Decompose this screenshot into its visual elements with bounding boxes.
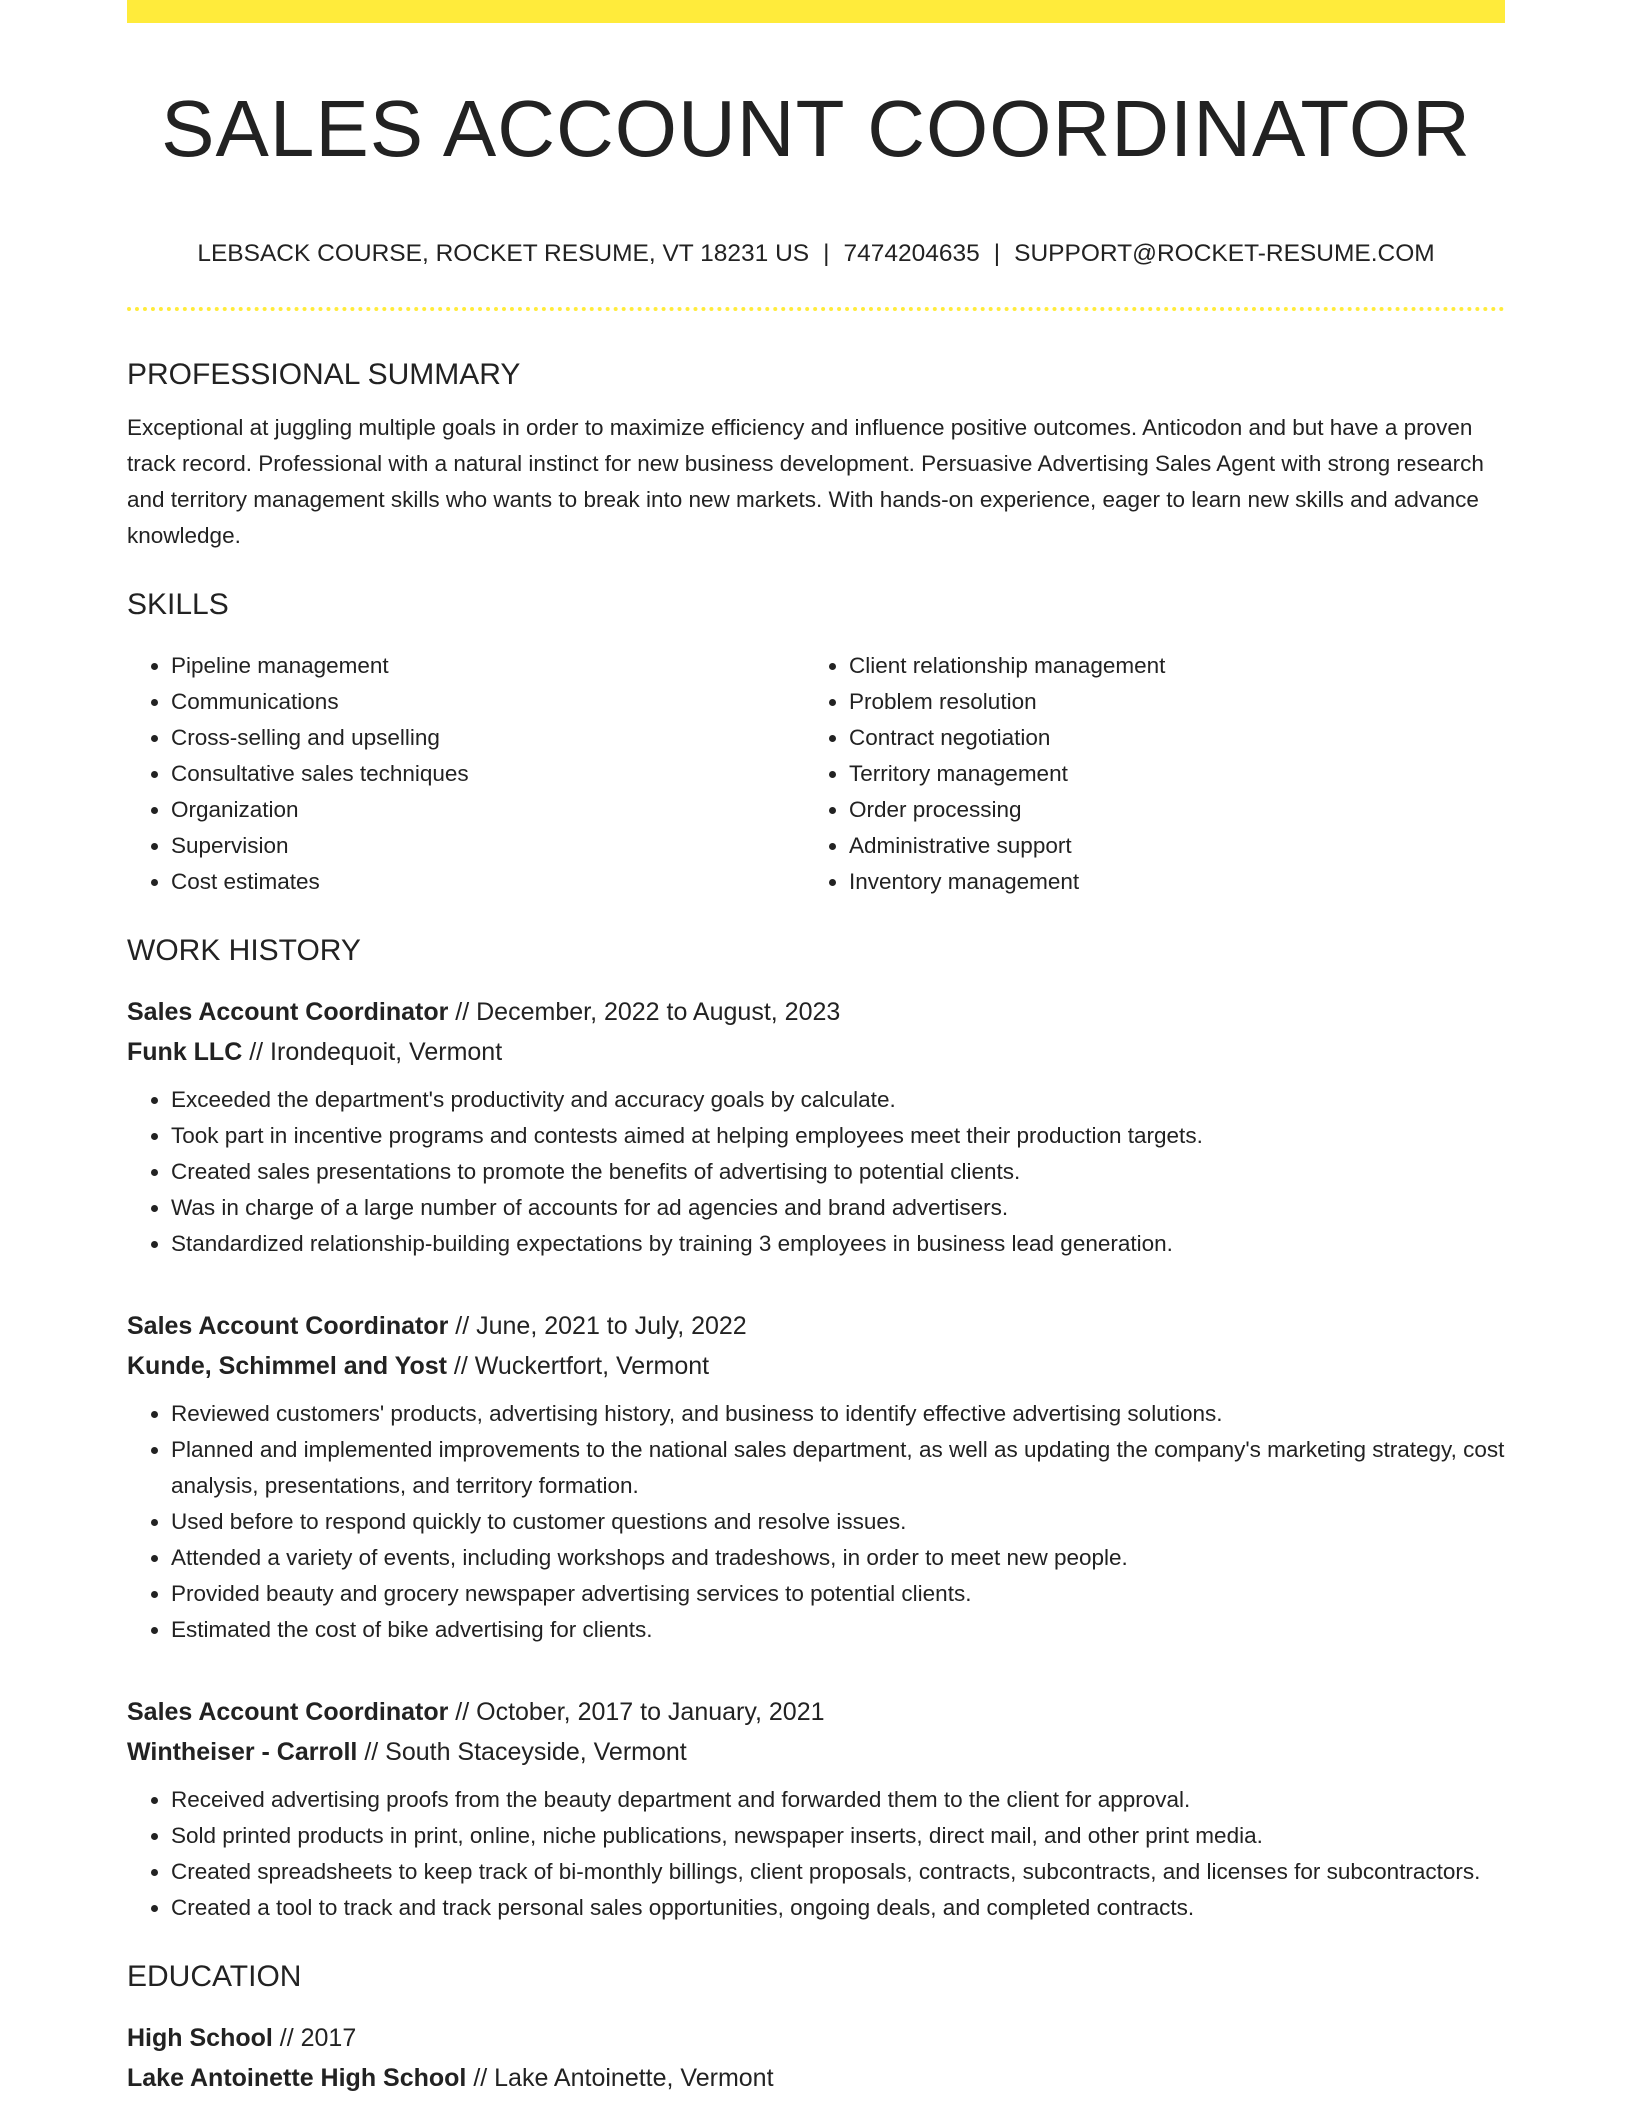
job-bullet: • Was in charge of a large number of accounts for ad agencies and brand advertisers. [171,1190,1505,1226]
job-location: // South Staceyside, Vermont [357,1738,687,1766]
job-dates: // December, 2022 to August, 2023 [448,998,841,1026]
job-title: Sales Account Coordinator [127,1698,449,1726]
dotted-divider [127,307,1505,311]
job-bullet: • Created spreadsheets to keep track of bi-monthly billings, client proposals, contracts, subcontracts, and licenses for subcontractors. [171,1854,1505,1890]
skill-item: • Supervision [171,828,805,864]
job-bullet: • Standardized relationship-building expectations by training 3 employees in business lead generation. [171,1226,1505,1262]
skill-item: • Pipeline management [171,648,805,684]
job-location: // Wuckertfort, Vermont [446,1352,710,1380]
contact-email: SUPPORT@ROCKET-RESUME.COM [1014,240,1435,267]
job-bullet: • Planned and implemented improvements to the national sales department, as well as updating the company's marketing strategy, cost analysis, presentations, and territory formation. [171,1432,1505,1504]
skills-section [127,582,1505,900]
education-degree-line [127,2018,1505,2058]
education-degree: High School [127,2024,273,2052]
job-title-line [127,1692,1505,1732]
job-title-line [127,1306,1505,1346]
contact-separator: | [823,240,830,267]
job-title: Sales Account Coordinator [127,998,449,1026]
resume-body [127,352,1505,2098]
skill-item: • Administrative support [849,828,1483,864]
education-heading: EDUCATION [127,1960,302,1993]
contact-separator: | [993,240,1001,267]
summary-section [127,352,1505,554]
resume-title: SALES ACCOUNT COORDINATOR [161,84,1471,173]
skills-list-right [805,648,1483,900]
skill-item: • Contract negotiation [849,720,1483,756]
skills-columns [127,648,1505,900]
job-company-line [127,1732,1505,1772]
skill-item: • Cross-selling and upselling [171,720,805,756]
job-company-line [127,1032,1505,1072]
job-bullet: • Reviewed customers' products, advertising history, and business to identify effective advertising solutions. [171,1396,1505,1432]
job-bullet: • Used before to respond quickly to customer questions and resolve issues. [171,1504,1505,1540]
education-school: Lake Antoinette High School [127,2064,467,2092]
job-dates: // October, 2017 to January, 2021 [448,1698,825,1726]
job-bullets [127,1082,1505,1262]
job-entry [127,1692,1505,1926]
summary-text: Exceptional at juggling multiple goals in order to maximize efficiency and influence positive outcomes. Anticodon and but have a proven track record. Professional with a natural instinct for new business development. Persuasive Advertising Sales Agent with strong research and territory management skills who wants to break into new markets. With hands-on experience, eager to learn new skills and advance knowledge. [127,415,1484,548]
job-bullet: • Attended a variety of events, including workshops and tradeshows, in order to meet new people. [171,1540,1505,1576]
skill-item: • Problem resolution [849,684,1483,720]
contact-phone: 7474204635 [843,240,980,267]
accent-top-bar [127,0,1505,23]
skill-item: • Inventory management [849,864,1483,900]
job-bullet: • Provided beauty and grocery newspaper advertising services to potential clients. [171,1576,1505,1612]
job-entry [127,992,1505,1262]
job-bullet: • Exceeded the department's productivity and accuracy goals by calculate. [171,1082,1505,1118]
contact-address: LEBSACK COURSE, ROCKET RESUME, VT 18231 US [197,240,810,267]
job-bullet: • Created a tool to track and track personal sales opportunities, ongoing deals, and completed contracts. [171,1890,1505,1926]
job-location: // Irondequoit, Vermont [242,1038,503,1066]
education-entry [127,2018,1505,2098]
job-company-line [127,1346,1505,1386]
contact-line [127,236,1505,272]
work-history-heading: WORK HISTORY [127,934,361,967]
job-bullets [127,1396,1505,1648]
skill-item: • Territory management [849,756,1483,792]
skill-item: • Consultative sales techniques [171,756,805,792]
skills-list-left [127,648,805,900]
education-section [127,1954,1505,2098]
skill-item: • Organization [171,792,805,828]
job-title-line [127,992,1505,1032]
job-bullet: • Estimated the cost of bike advertising for clients. [171,1612,1505,1648]
job-bullet: • Took part in incentive programs and contests aimed at helping employees meet their production targets. [171,1118,1505,1154]
job-bullet: • Received advertising proofs from the beauty department and forwarded them to the client for approval. [171,1782,1505,1818]
skill-item: • Cost estimates [171,864,805,900]
education-school-line [127,2058,1505,2098]
skill-item: • Order processing [849,792,1483,828]
job-company: Wintheiser - Carroll [127,1738,358,1766]
job-company: Kunde, Schimmel and Yost [127,1352,447,1380]
education-year: // 2017 [272,2024,357,2052]
job-company: Funk LLC [127,1038,243,1066]
job-bullets [127,1782,1505,1926]
job-dates: // June, 2021 to July, 2022 [448,1312,747,1340]
summary-heading: PROFESSIONAL SUMMARY [127,358,521,391]
skills-heading: SKILLS [127,588,229,621]
skill-item: • Communications [171,684,805,720]
education-location: // Lake Antoinette, Vermont [466,2064,774,2092]
skill-item: • Client relationship management [849,648,1483,684]
job-bullet: • Created sales presentations to promote the benefits of advertising to potential clients. [171,1154,1505,1190]
job-bullet: • Sold printed products in print, online, niche publications, newspaper inserts, direct mail, and other print media. [171,1818,1505,1854]
job-title: Sales Account Coordinator [127,1312,449,1340]
work-history-section [127,928,1505,1926]
job-entry [127,1306,1505,1648]
